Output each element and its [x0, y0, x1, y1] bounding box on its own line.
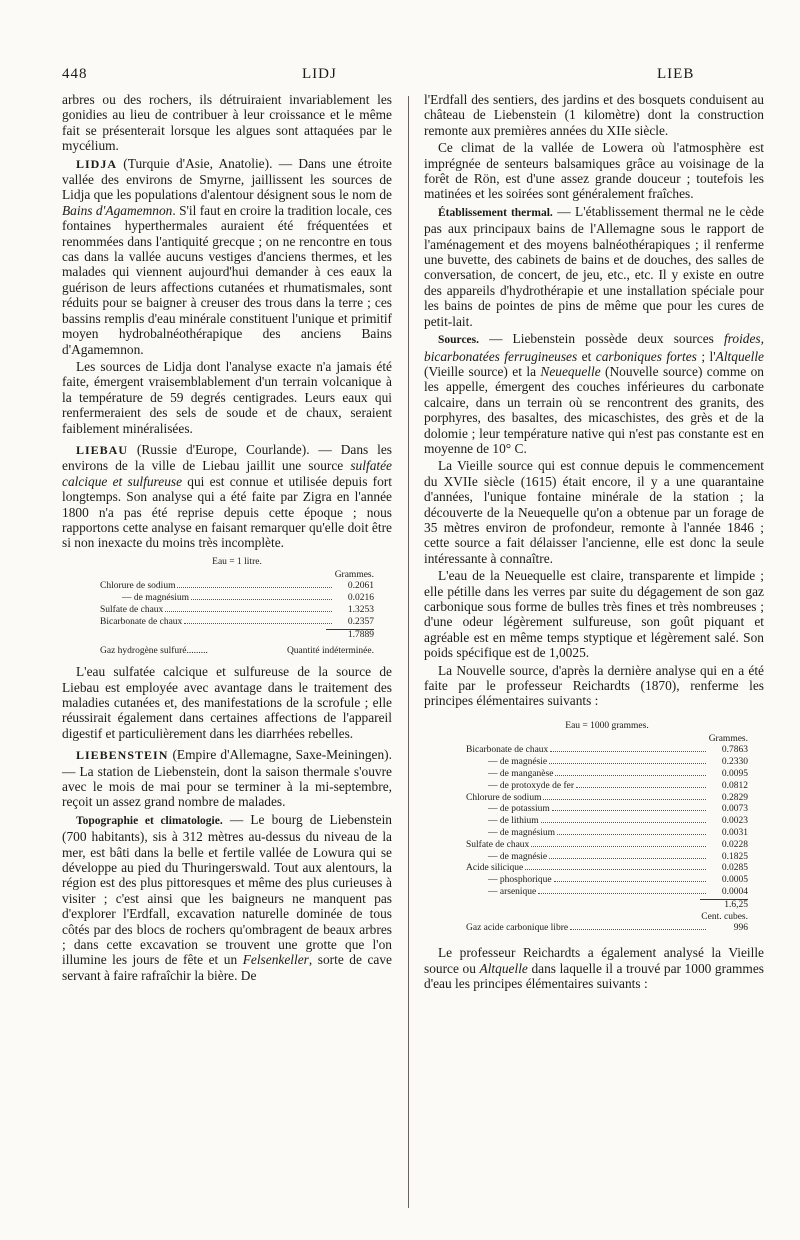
table-row [466, 875, 748, 887]
paragraph: Ce climat de la vallée de Lowera où l'atmosphère est imprégnée de senteurs balsamiques grâce au voisinage de la forêt de Rön, est d'une assez grande douceur ; toutefois les matinées et les soirées sont généralement fraîches. [424, 140, 764, 202]
table-row [466, 816, 748, 828]
section-etablissement: Établissement thermal. — L'établissement thermal ne le cède pas aux principaux bains de l'Allemagne sous le rapport de l'aménagement et des moyens balnéothérapiques ; il renferme une buvette, des cabinets de bains et de douches, des salles de conversation, de concert, de jeu, etc., etc. Il y existe en outre des appareils d'hydrothérapie et une installation spéciale pour les bains de pointes de pins de même que pour les cures de petit-lait. [424, 203, 764, 329]
substance-value: 0.2829 [721, 792, 748, 803]
paragraph: L'eau sulfatée calcique et sulfureuse de la source de Liebau est employée avec avantage dans le traitement des maladies cutanées et, des manifestations de la scrofule ; elle réussirait également dans certaines affections de l'appareil digestif et particulièrement dans les diarrhées rebelles. [62, 664, 392, 741]
substance-name: Chlorure de sodium [100, 581, 176, 592]
substance-value: 0.0005 [721, 875, 748, 886]
entry-liebau: LIEBAU (Russie d'Europe, Courlande). — Dans les environs de la ville de Liebau jaillit une source sulfatée calcique et sulfureuse qui est connue et utilisée depuis fort longtemps. Son analyse qui a été faite par Zigra en l'année 1800 n'a pas été reprise depuis cette époque ; nous rapportons cette analyse en faisant remarquer qu'elle doit être si non inexacte du moins très incomplète. [62, 441, 392, 551]
substance-name: Sulfate de chaux [466, 839, 530, 850]
paragraph: La Nouvelle source, d'après la dernière analyse qui en a été faite par le professeur Reichardts (1870), renferme les principes élémentaires suivants : [424, 662, 764, 709]
table-row [466, 745, 748, 757]
table-row [100, 581, 374, 593]
section-head: Sources. [438, 334, 479, 347]
section-topographie: Topographie et climatologie. — Le bourg de Liebenstein (700 habitants), sis à 312 mètres au-dessus du niveau de la mer, est bâti dans la belle et fertile vallée de Lowura qui se développe au pied du Thuringerswald. Tout aux alentours, la région est des plus pittoresques et même des plus curieuses à visiter ; c'est ainsi que les baigneurs ne manquent pas d'explorer l'Erdfall, excavation naturelle dominée de tous côtés par des blocs de rochers qu'ombragent de beaux arbres ; dans cette excavation se trouvent une grotte que l'on illumine les jours de fête et un Felsenkeller, sorte de cave servant à faire rafraîchir la bière. De [62, 811, 392, 983]
entry-liebenstein: LIEBENSTEIN (Empire d'Allemagne, Saxe-Meiningen). — La station de Liebenstein, dont la saison thermale s'ouvre avec le mois de mai pour se terminer à la mi-septembre, reçoit un assez grand nombre de malades. [62, 747, 392, 810]
section-head: Établissement thermal. [438, 206, 553, 219]
table-caption: Eau = 1000 grammes. [565, 720, 649, 731]
right-column [424, 92, 764, 993]
substance-name: Chlorure de sodium [466, 792, 542, 803]
table-total: 1.6,25 [724, 899, 748, 910]
table-row [100, 593, 374, 605]
substance-name: Sulfate de chaux [100, 604, 164, 615]
left-column [62, 92, 392, 985]
substance-value: 0.0073 [721, 804, 748, 815]
substance-name: Bicarbonate de chaux [100, 616, 183, 627]
substance-value: 0.7863 [721, 745, 748, 756]
substance-name: — de protoxyde de fer [488, 780, 574, 791]
left-running-title: LIDJ [302, 66, 337, 82]
substance-name: — de lithium [488, 816, 539, 827]
substance-value: 0.0285 [721, 863, 748, 874]
substance-name: Acide silicique [466, 863, 524, 874]
substance-value: 0.0031 [721, 828, 748, 839]
entry-head: LIEBENSTEIN [76, 748, 169, 763]
table-footnote: Gaz hydrogène sulfuré......... Quantité indéterminée. [100, 646, 374, 657]
substance-value: 0.0812 [721, 780, 748, 791]
substance-value: 0.1825 [721, 851, 748, 862]
italic-term: Felsenkeller [242, 952, 309, 968]
substance-name: — de magnésium [488, 828, 556, 839]
section-sources: Sources. — Liebenstein possède deux sources froides, bicarbonatées ferrugineuses et carboniques fortes ; l'Altquelle (Vieille source) et la Neuequelle (Nouvelle source) comme on les appelle, émergent des couches inférieures du carbonate calcaire, dans un terrain où se rencontrent des granits, des porphyres, des basaltes, des micaschistes, des grès et de la dolomie ; leur température native qui n'est pas constante est en moyenne de 10° C. [424, 331, 764, 456]
substance-value: 0.2061 [347, 581, 374, 592]
page-number: 448 [62, 66, 88, 82]
entry-head: LIEBAU [76, 442, 129, 457]
substance-name: — de magnésium [122, 593, 190, 604]
paragraph: La Vieille source qui est connue depuis le commencement du XVIIe siècle (1615) était encore, il y a une quarantaine d'années, l'unique fontaine minérale de la station ; la découverte de la Neuequelle qu'on a obtenue par un forage de 35 mètres environ de profondeur, remonte à l'année 1846 ; cette source a fait délaisser l'ancienne, elle est donc la seule intéressante à connaître. [424, 458, 764, 566]
running-header [62, 66, 762, 86]
table-row [466, 887, 748, 899]
table-row [466, 804, 748, 816]
paragraph: Le professeur Reichardts a également analysé la Vieille source ou Altquelle dans laquelle il a trouvé par 1000 grammes d'eau les principes élémentaires suivants : [424, 945, 764, 991]
table-row [466, 863, 748, 875]
substance-value: 0.2330 [721, 757, 748, 768]
substance-value: 0.0228 [721, 839, 748, 850]
substance-value: 0.0095 [721, 769, 748, 780]
table-unit-2: Cent. cubes. [701, 911, 748, 922]
analysis-table-neuequelle [466, 721, 748, 935]
italic-term: Bains d'Agamemnon [62, 202, 173, 218]
table-caption: Eau = 1 litre. [212, 556, 262, 567]
table-row [466, 757, 748, 769]
substance-value: 1.3253 [347, 604, 374, 615]
table-row [466, 852, 748, 864]
substance-name: — de magnésie [488, 851, 548, 862]
entry-lidja: LIDJA (Turquie d'Asie, Anatolie). — Dans une étroite vallée des environs de Smyrne, jaillissent les sources de Lidja que les populations d'alentour désignent sous le nom de Bains d'Agamemnon. S'il faut en croire la tradition locale, ces fontaines hyperthermales auraient été fréquentées et renommées dans l'antiquité grecque ; on ne rencontre en tous cas dans la vallée aucuns vestiges d'anciens thermes, et les malades qui viennent aujourd'hui demander à ces eaux la guérison de leurs affections cutanées et rhumatismales, sont réduits pour se baigner à creuser des trous dans la terre ; ces bassins remplis d'eau minérale constituent l'unique et primitif moyen hydrobalnéothérapique des anciens Bains d'Agamemnon. [62, 155, 392, 357]
table-row [466, 840, 748, 852]
paragraph: arbres ou des rochers, ils détruiraient invariablement les gonidies au lieu de contribuer à leur croissance et le même fait se présenterait lorsque les algues sont attaquées par le mycélium. [62, 92, 392, 154]
table-unit: Grammes. [708, 733, 748, 744]
substance-value: 0.0023 [721, 816, 748, 827]
table-row [466, 769, 748, 781]
analysis-table-liebau [100, 557, 374, 658]
substance-name: — phosphorique [488, 875, 552, 886]
substance-name: — de manganèse [488, 769, 554, 780]
paragraph: Les sources de Lidja dont l'analyse exacte n'a jamais été faite, émergent vraisemblablement d'un terrain volcanique à la température de 59 degrés centigrades. Leurs eaux qui renfermeraient des sels de soude et de chaux, seraient faiblement minéralisées. [62, 358, 392, 436]
table-row [100, 605, 374, 617]
substance-value: 0.0004 [721, 887, 748, 897]
substance-name: — arsenique [488, 887, 537, 897]
substance-name: — de magnésie [488, 757, 548, 768]
substance-value: 0.2357 [347, 616, 374, 627]
right-running-title: LIEB [657, 66, 695, 82]
column-divider [408, 96, 409, 1208]
table-row [466, 793, 748, 805]
table-row [100, 617, 374, 629]
paragraph: L'eau de la Neuequelle est claire, transparente et limpide ; elle pétille dans les verres par suite du dégagement de son gaz carbonique sous forme de bulles très fines et très nombreuses ; d'une odeur légèrement sulfureuse, son goût piquant et agréable est en même temps styptique et légèrement salé. Son poids spécifique est de 1,0025. [424, 568, 764, 661]
substance-value: 0.0216 [347, 593, 374, 604]
italic-term: sulfatée calcique et sulfureuse [62, 458, 392, 489]
table-row [466, 781, 748, 793]
substance-name: — de potassium [488, 804, 550, 815]
table-total: 1.7889 [347, 629, 374, 640]
entry-head: LIDJA [76, 156, 118, 171]
section-head: Topographie et climatologie. [76, 814, 223, 827]
table-unit: Grammes. [334, 569, 374, 580]
substance-name: Bicarbonate de chaux [466, 745, 549, 756]
paragraph: l'Erdfall des sentiers, des jardins et des bosquets conduisent au château de Liebenstein (1 kilomètre) dont la construction remonte aux premières années du XIIe siècle. [424, 92, 764, 138]
table-footnote: Gaz acide carbonique libre 996 [466, 923, 748, 934]
table-row [466, 828, 748, 840]
